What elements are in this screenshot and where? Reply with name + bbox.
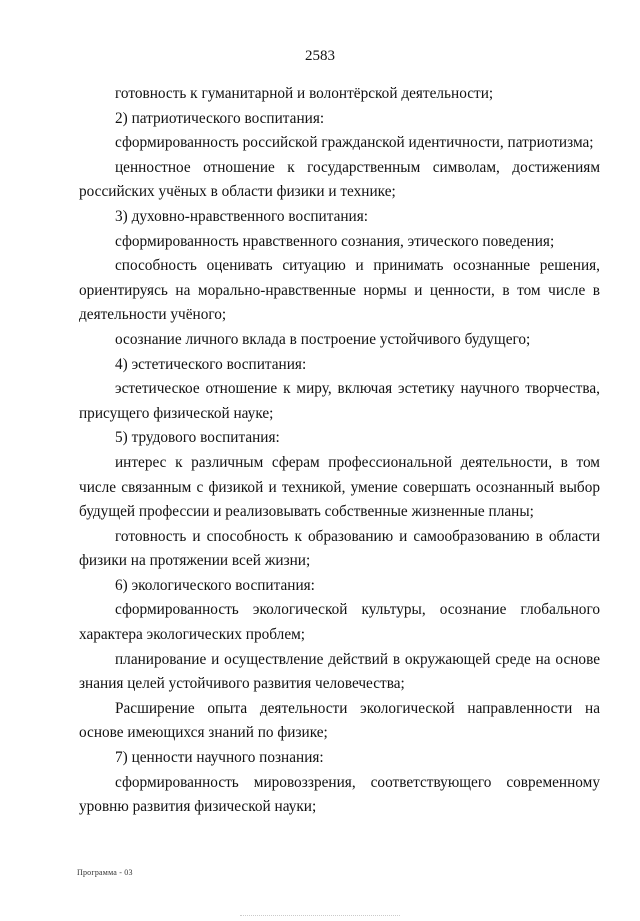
paragraph-aesthetic-attitude: эстетическое отношение к миру, включая эстетику научного творчества, присущего физической науке; [79,380,600,422]
paragraph-civic-identity: сформированность российской гражданской идентичности, патриотизма; [115,134,594,152]
page-footer: Программа - 03 [77,868,133,877]
paragraph-professional-interest: интерес к различным сферам профессиональной деятельности, в том числе связанным с физикой и техникой, умение совершать осознанный выбор будущей профессии и реализовывать собственные жизненные планы; [79,453,600,521]
heading-spiritual-moral-education: 3) духовно-нравственного воспитания: [115,207,369,225]
paragraph-ecological-culture: сформированность экологической культуры, осознание глобального характера экологических проблем; [79,601,600,644]
paragraph-personal-contribution: осознание личного вклада в построение устойчивого будущего; [115,330,531,348]
paragraph-worldview: сформированность мировоззрения, соответствующего современному уровню развития физической науки; [79,773,600,816]
heading-aesthetic-education: 4) эстетического воспитания: [115,355,307,373]
document-body [79,82,600,820]
paragraph-value-attitude: ценностное отношение к государственным символам, достижениям российских учёных в области физики и технике; [79,158,600,201]
paragraph-lifelong-learning: готовность и способность к образованию и самообразованию в области физики на протяжении всей жизни; [79,527,600,570]
page-number: 2583 [305,48,335,64]
paragraph-moral-consciousness: сформированность нравственного сознания, этического поведения; [115,232,555,250]
paragraph-situation-assessment: способность оценивать ситуацию и принимать осознанные решения, ориентируясь на морально-нравственные нормы и ценности, в том числе в деятельности учёного; [79,257,600,324]
paragraph-sustainable-actions: планирование и осуществление действий в окружающей среде на основе знания целей устойчивого развития человечества; [79,650,600,693]
paragraph-volunteer-readiness: готовность к гуманитарной и волонтёрской деятельности; [115,85,494,102]
heading-scientific-cognition: 7) ценности научного познания: [115,749,324,767]
heading-patriotic-education: 2) патриотического воспитания: [115,109,325,127]
heading-labor-education: 5) трудового воспитания: [115,429,280,447]
heading-ecological-education: 6) экологического воспитания: [115,576,315,594]
paragraph-ecological-experience: Расширение опыта деятельности экологической направленности на основе имеющихся знаний по физике; [79,699,600,742]
scan-artifact-divider [240,915,400,918]
